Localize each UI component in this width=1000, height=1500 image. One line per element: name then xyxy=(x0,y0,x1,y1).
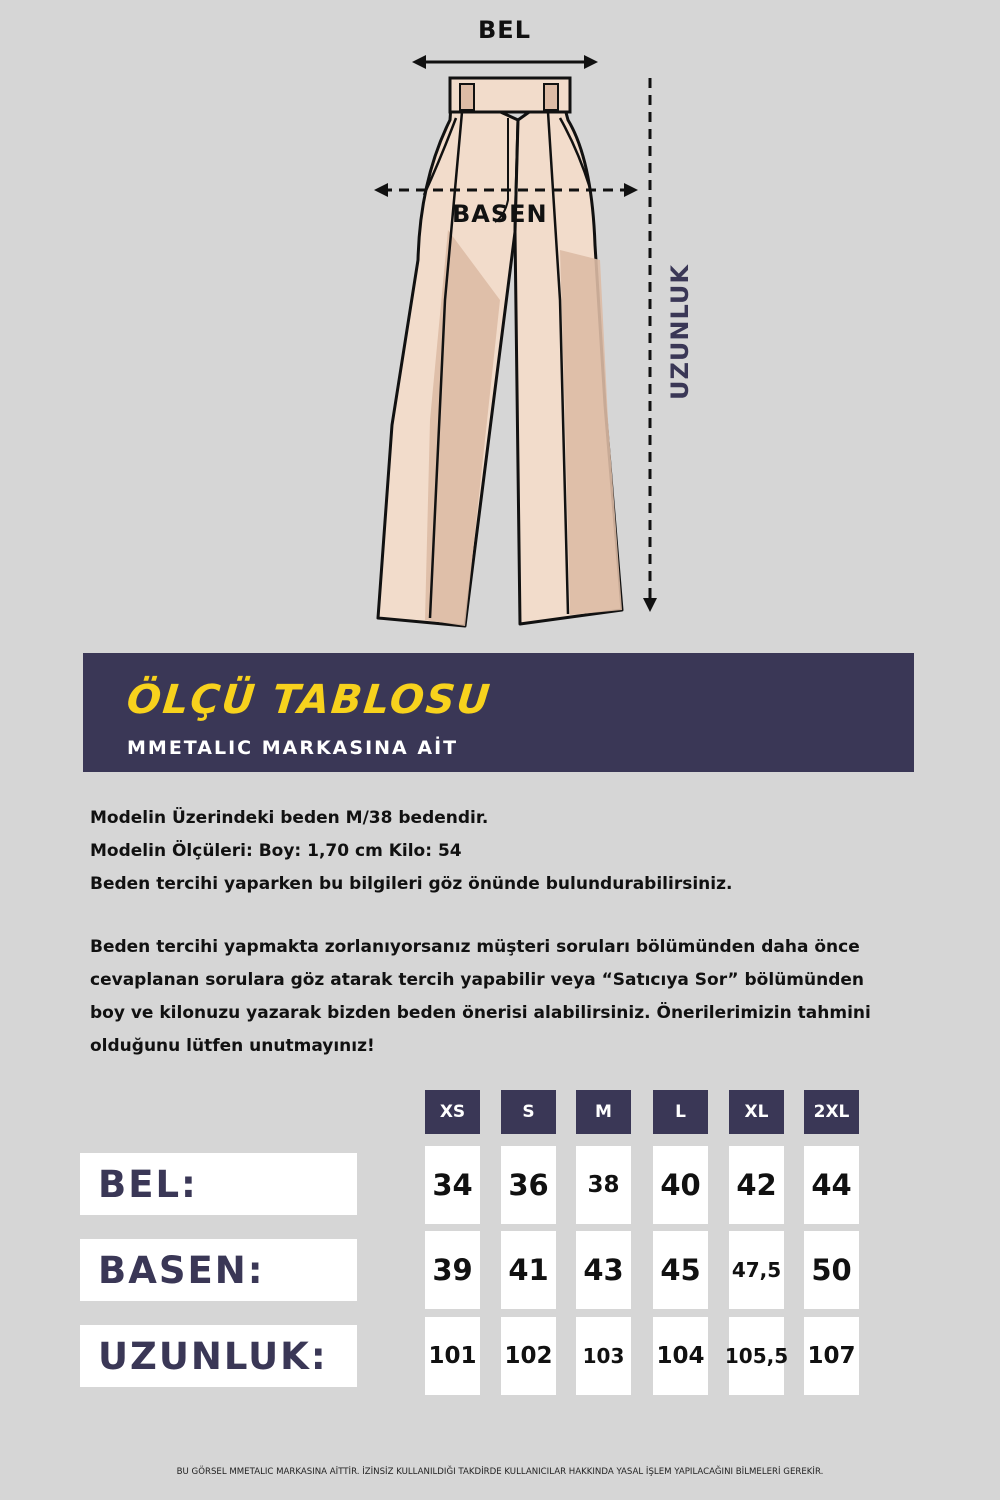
row-label-waist: BEL: xyxy=(80,1153,357,1215)
waist-measure-label: BEL xyxy=(478,16,531,44)
table-cell: 42 xyxy=(729,1146,784,1224)
table-cell: 101 xyxy=(425,1317,480,1395)
size-header-xs: XS xyxy=(425,1090,480,1134)
table-cell: 102 xyxy=(501,1317,556,1395)
length-measure-label: UZUNLUK xyxy=(666,264,694,400)
size-header-2xl: 2XL xyxy=(804,1090,859,1134)
table-cell: 50 xyxy=(804,1231,859,1309)
banner-title: ÖLÇÜ TABLOSU xyxy=(124,677,494,723)
table-cell: 39 xyxy=(425,1231,480,1309)
table-cell: 105,5 xyxy=(729,1317,784,1395)
size-header-s: S xyxy=(501,1090,556,1134)
table-cell: 47,5 xyxy=(729,1231,784,1309)
table-cell: 40 xyxy=(653,1146,708,1224)
table-cell: 34 xyxy=(425,1146,480,1224)
info-line: Modelin Üzerindeki beden M/38 bedendir. xyxy=(90,808,489,828)
table-cell: 38 xyxy=(576,1146,631,1224)
info-paragraph-line: Beden tercihi yapmakta zorlanıyorsanız müşteri soruları bölümünden daha önce xyxy=(90,937,860,957)
row-label-hip: BASEN: xyxy=(80,1239,357,1301)
info-text xyxy=(90,802,910,1063)
table-cell: 107 xyxy=(804,1317,859,1395)
row-label-length: UZUNLUK: xyxy=(80,1325,357,1387)
banner-subtitle: MMETALIC MARKASINA AİT xyxy=(127,737,459,759)
table-cell: 43 xyxy=(576,1231,631,1309)
size-header-m: M xyxy=(576,1090,631,1134)
hip-measure-label: BASEN xyxy=(452,200,548,228)
table-cell: 36 xyxy=(501,1146,556,1224)
table-cell: 44 xyxy=(804,1146,859,1224)
trousers-illustration xyxy=(0,0,1000,640)
info-paragraph-line: olduğunu lütfen unutmayınız! xyxy=(90,1036,375,1056)
copyright-footer: BU GÖRSEL MMETALIC MARKASINA AİTTİR. İZİNSİZ KULLANILDIĞI TAKDİRDE KULLANICILAR HAKKINDA YASAL İŞLEM YAPILACAĞINI BİLMELERİ GEREKİR. xyxy=(176,1467,824,1477)
table-cell: 103 xyxy=(576,1317,631,1395)
size-header-xl: XL xyxy=(729,1090,784,1134)
table-cell: 41 xyxy=(501,1231,556,1309)
info-line: Beden tercihi yaparken bu bilgileri göz önünde bulundurabilirsiniz. xyxy=(90,874,733,894)
size-header-l: L xyxy=(653,1090,708,1134)
info-line: Modelin Ölçüleri: Boy: 1,70 cm Kilo: 54 xyxy=(90,841,462,861)
info-paragraph-line: boy ve kilonuzu yazarak bizden beden önerisi alabilirsiniz. Önerilerimizin tahmini xyxy=(90,1003,871,1023)
size-chart-banner xyxy=(83,653,914,772)
table-cell: 104 xyxy=(653,1317,708,1395)
table-cell: 45 xyxy=(653,1231,708,1309)
info-paragraph-line: cevaplanan sorulara göz atarak tercih yapabilir veya “Satıcıya Sor” bölümünden xyxy=(90,970,865,990)
